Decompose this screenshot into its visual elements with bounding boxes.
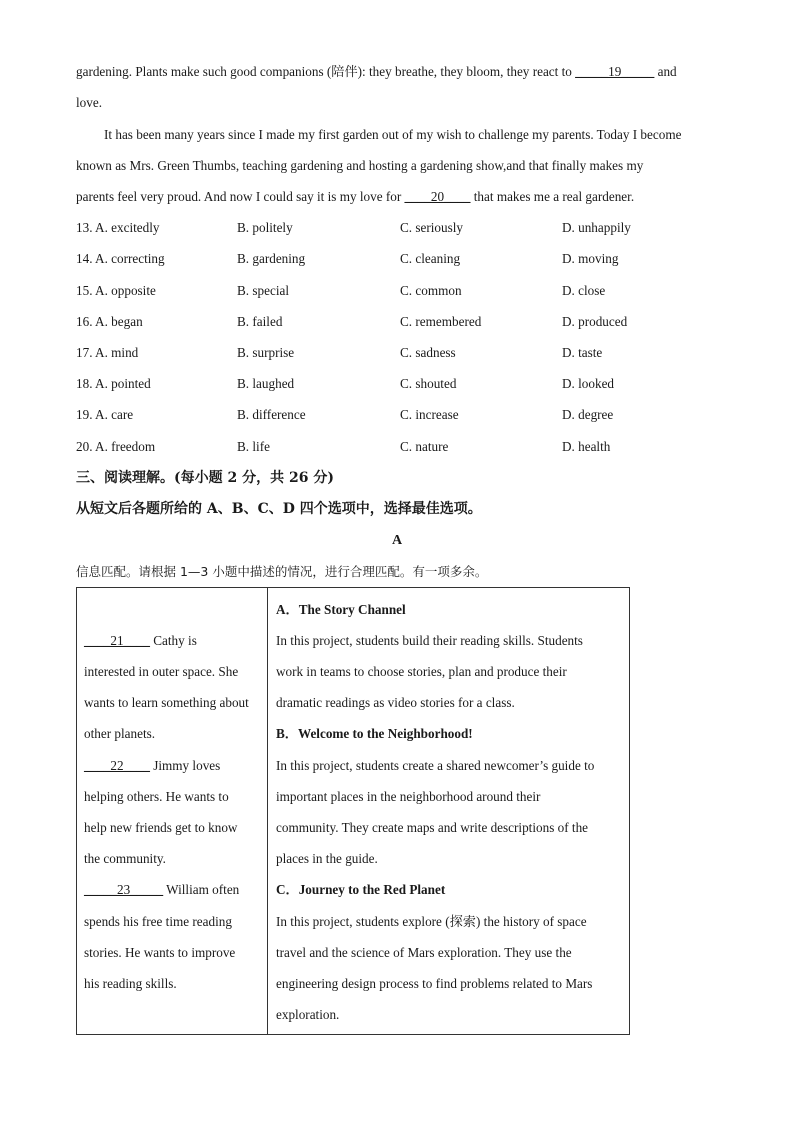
project-text: engineering design process to find problems related to Mars bbox=[276, 976, 593, 991]
option-d: D. taste bbox=[562, 345, 603, 360]
option-a: 13. A. excitedly bbox=[76, 220, 160, 235]
option-c: C. nature bbox=[400, 439, 449, 454]
project-text: places in the guide. bbox=[276, 851, 378, 866]
passage-text: that makes me a real gardener. bbox=[470, 189, 635, 204]
passage-text: parents feel very proud. And now I could say it is my love for bbox=[76, 189, 405, 204]
option-row-17 bbox=[76, 344, 716, 362]
person-text: wants to learn something about bbox=[84, 695, 249, 710]
option-b: B. difference bbox=[237, 407, 306, 422]
section-title: 三、阅读理解。(每小题 2 分，共 26 分) bbox=[76, 470, 334, 486]
person-text: the community. bbox=[84, 851, 166, 866]
person-text: spends his free time reading bbox=[84, 914, 232, 929]
option-b: B. life bbox=[237, 439, 270, 454]
part-label: A bbox=[391, 533, 403, 548]
project-title-c: C．Journey to the Red Planet bbox=[276, 882, 446, 897]
option-d: D. unhappily bbox=[562, 220, 631, 235]
person-21 bbox=[84, 632, 197, 650]
passage-line: love. bbox=[76, 95, 103, 110]
person-text: his reading skills. bbox=[84, 976, 177, 991]
person-text: stories. He wants to improve bbox=[84, 945, 236, 960]
passage-line bbox=[76, 188, 634, 206]
option-row-19 bbox=[76, 406, 716, 424]
option-d: D. produced bbox=[562, 314, 628, 329]
option-b: B. laughed bbox=[237, 376, 295, 391]
people-column bbox=[77, 588, 268, 1035]
option-c: C. increase bbox=[400, 407, 459, 422]
person-text: Cathy is bbox=[149, 633, 197, 648]
option-d: D. moving bbox=[562, 251, 619, 266]
project-text: travel and the science of Mars exploration. They use the bbox=[276, 945, 572, 960]
option-d: D. health bbox=[562, 439, 611, 454]
option-row-16 bbox=[76, 313, 716, 331]
person-22 bbox=[84, 757, 220, 775]
passage-line: It has been many years since I made my first garden out of my wish to challenge my parents. Today I become bbox=[104, 127, 682, 142]
option-row-14 bbox=[76, 250, 716, 268]
option-b: B. politely bbox=[237, 220, 293, 235]
project-text: important places in the neighborhood around their bbox=[276, 789, 541, 804]
option-b: B. special bbox=[237, 283, 290, 298]
option-a: 20. A. freedom bbox=[76, 439, 156, 454]
match-instruction: 信息匹配。请根据 1—3 小题中描述的情况，进行合理匹配。有一项多余。 bbox=[76, 564, 488, 579]
blank-20: ____20____ bbox=[404, 189, 471, 204]
option-c: C. seriously bbox=[400, 220, 464, 235]
option-b: B. failed bbox=[237, 314, 283, 329]
project-title-b: B．Welcome to the Neighborhood! bbox=[276, 726, 473, 741]
section-instruction: 从短文后各题所给的 A、B、C、D 四个选项中，选择最佳选项。 bbox=[76, 501, 482, 517]
passage-line bbox=[76, 63, 677, 81]
blank-19: _____19_____ bbox=[575, 64, 655, 79]
option-c: C. remembered bbox=[400, 314, 482, 329]
project-text: work in teams to choose stories, plan and produce their bbox=[276, 664, 567, 679]
project-text: exploration. bbox=[276, 1007, 340, 1022]
project-text: dramatic readings as video stories for a class. bbox=[276, 695, 515, 710]
option-d: D. close bbox=[562, 283, 606, 298]
option-row-13 bbox=[76, 219, 716, 237]
option-d: D. looked bbox=[562, 376, 615, 391]
option-a: 14. A. correcting bbox=[76, 251, 165, 266]
option-b: B. surprise bbox=[237, 345, 295, 360]
project-text: In this project, students explore (探索) the history of space bbox=[276, 914, 587, 929]
option-row-20 bbox=[76, 438, 716, 456]
option-a: 16. A. began bbox=[76, 314, 143, 329]
blank-23: _____23_____ bbox=[84, 882, 164, 897]
person-text: William often bbox=[163, 882, 240, 897]
passage-text: and bbox=[654, 64, 677, 79]
person-text: help new friends get to know bbox=[84, 820, 238, 835]
option-a: 17. A. mind bbox=[76, 345, 139, 360]
project-title-a: A．The Story Channel bbox=[276, 602, 406, 617]
option-a: 15. A. opposite bbox=[76, 283, 156, 298]
passage-line: known as Mrs. Green Thumbs, teaching gardening and hosting a gardening show,and that finally makes my bbox=[76, 158, 644, 173]
person-text: interested in outer space. She bbox=[84, 664, 239, 679]
person-text: other planets. bbox=[84, 726, 156, 741]
option-c: C. sadness bbox=[400, 345, 456, 360]
option-d: D. degree bbox=[562, 407, 614, 422]
option-b: B. gardening bbox=[237, 251, 306, 266]
person-23 bbox=[84, 881, 239, 899]
projects-column bbox=[268, 588, 630, 1035]
option-c: C. common bbox=[400, 283, 462, 298]
project-text: In this project, students build their reading skills. Students bbox=[276, 633, 583, 648]
blank-22: ____22____ bbox=[84, 758, 150, 773]
project-text: community. They create maps and write descriptions of the bbox=[276, 820, 589, 835]
matching-table bbox=[76, 587, 630, 1035]
passage-text: gardening. Plants make such good companions (陪伴): they breathe, they bloom, they react to bbox=[76, 64, 576, 79]
blank-21: ____21____ bbox=[84, 633, 150, 648]
option-row-15 bbox=[76, 282, 716, 300]
person-text: helping others. He wants to bbox=[84, 789, 229, 804]
person-text: Jimmy loves bbox=[149, 758, 221, 773]
project-text: In this project, students create a shared newcomer’s guide to bbox=[276, 758, 595, 773]
option-row-18 bbox=[76, 375, 716, 393]
option-a: 19. A. care bbox=[76, 407, 134, 422]
option-c: C. shouted bbox=[400, 376, 457, 391]
option-a: 18. A. pointed bbox=[76, 376, 151, 391]
option-c: C. cleaning bbox=[400, 251, 461, 266]
